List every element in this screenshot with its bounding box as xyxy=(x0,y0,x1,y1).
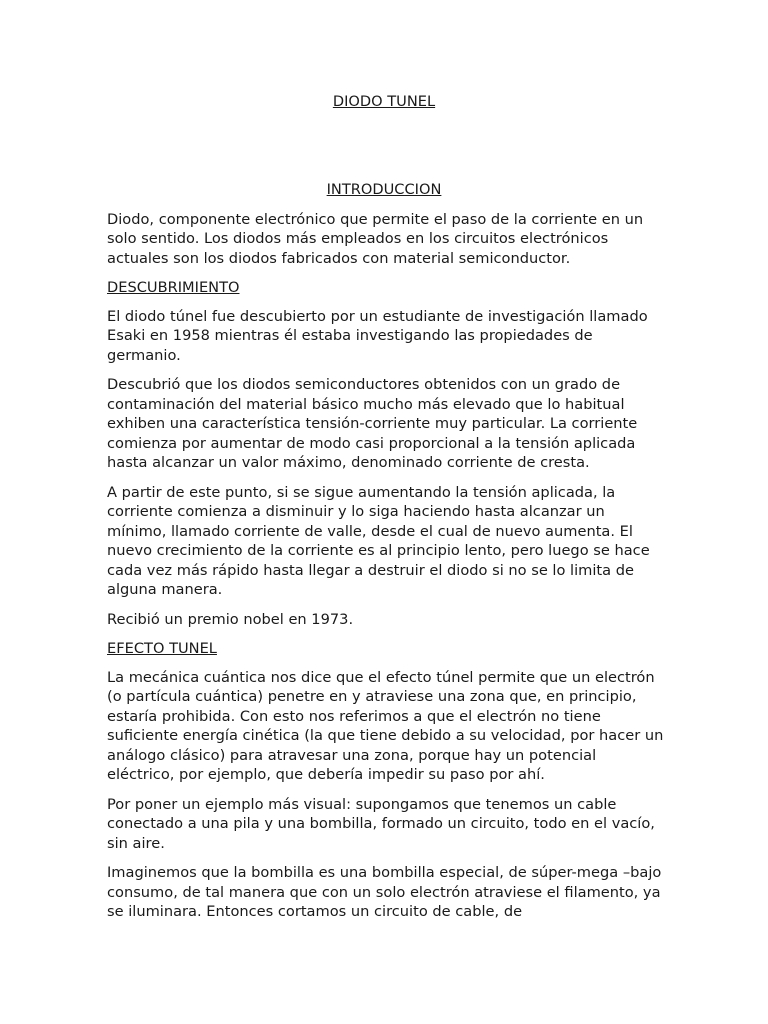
descubrimiento-heading: DESCUBRIMIENTO xyxy=(107,279,240,296)
descubrimiento-paragraph: Recibió un premio nobel en 1973. xyxy=(107,610,354,628)
efecto-tunel-heading: EFECTO TUNEL xyxy=(107,640,217,657)
document-body xyxy=(107,180,667,932)
document-title: DIODO TUNEL xyxy=(332,93,436,110)
efecto-paragraph: La mecánica cuántica nos dice que el efecto túnel permite que un electrón (o partícula cuántica) penetre en y atraviese una zona que, en principio, estaría prohibida. Con esto nos referimos a que el electrón no tiene suficiente energía cinética (la que tiene debido a su velocidad, por hacer un análogo clásico) para atravesar una zona, porque hay un potencial eléctrico, por ejemplo, que debería impedir su paso por ahí. xyxy=(107,668,664,783)
descubrimiento-paragraph: Descubrió que los diodos semiconductores obtenidos con un grado de contaminación del material básico mucho más elevado que lo habitual exhiben una característica tensión-corriente muy particular. La corriente comienza por aumentar de modo casi proporcional a la tensión aplicada hasta alcanzar un valor máximo, denominado corriente de cresta. xyxy=(107,376,638,471)
descubrimiento-paragraph: A partir de este punto, si se sigue aumentando la tensión aplicada, la corriente comienza a disminuir y lo siga haciendo hasta alcanzar un mínimo, llamado corriente de valle, desde el cual de nuevo aumenta. El nuevo crecimiento de la corriente es al principio lento, pero luego se hace cada vez más rápido hasta llegar a destruir el diodo si no se lo limita de alguna manera. xyxy=(107,483,650,598)
efecto-paragraph: Imaginemos que la bombilla es una bombilla especial, de súper-mega –bajo consumo, de tal manera que con un solo electrón atraviese el filamento, ya se iluminara. Entonces cortamos un circuito de cable, de xyxy=(107,864,662,920)
intro-paragraph: Diodo, componente electrónico que permite el paso de la corriente en un solo sentido. Los diodos más empleados en los circuitos electrónicos actuales son los diodos fabricados con material semiconductor. xyxy=(107,210,644,267)
efecto-paragraph: Por poner un ejemplo más visual: supongamos que tenemos un cable conectado a una pila y una bombilla, formado un circuito, todo en el vacío, sin aire. xyxy=(107,795,655,852)
descubrimiento-paragraph: El diodo túnel fue descubierto por un estudiante de investigación llamado Esaki en 1958 mientras él estaba investigando las propiedades de germanio. xyxy=(107,307,648,364)
introduccion-heading: INTRODUCCION xyxy=(326,181,442,198)
